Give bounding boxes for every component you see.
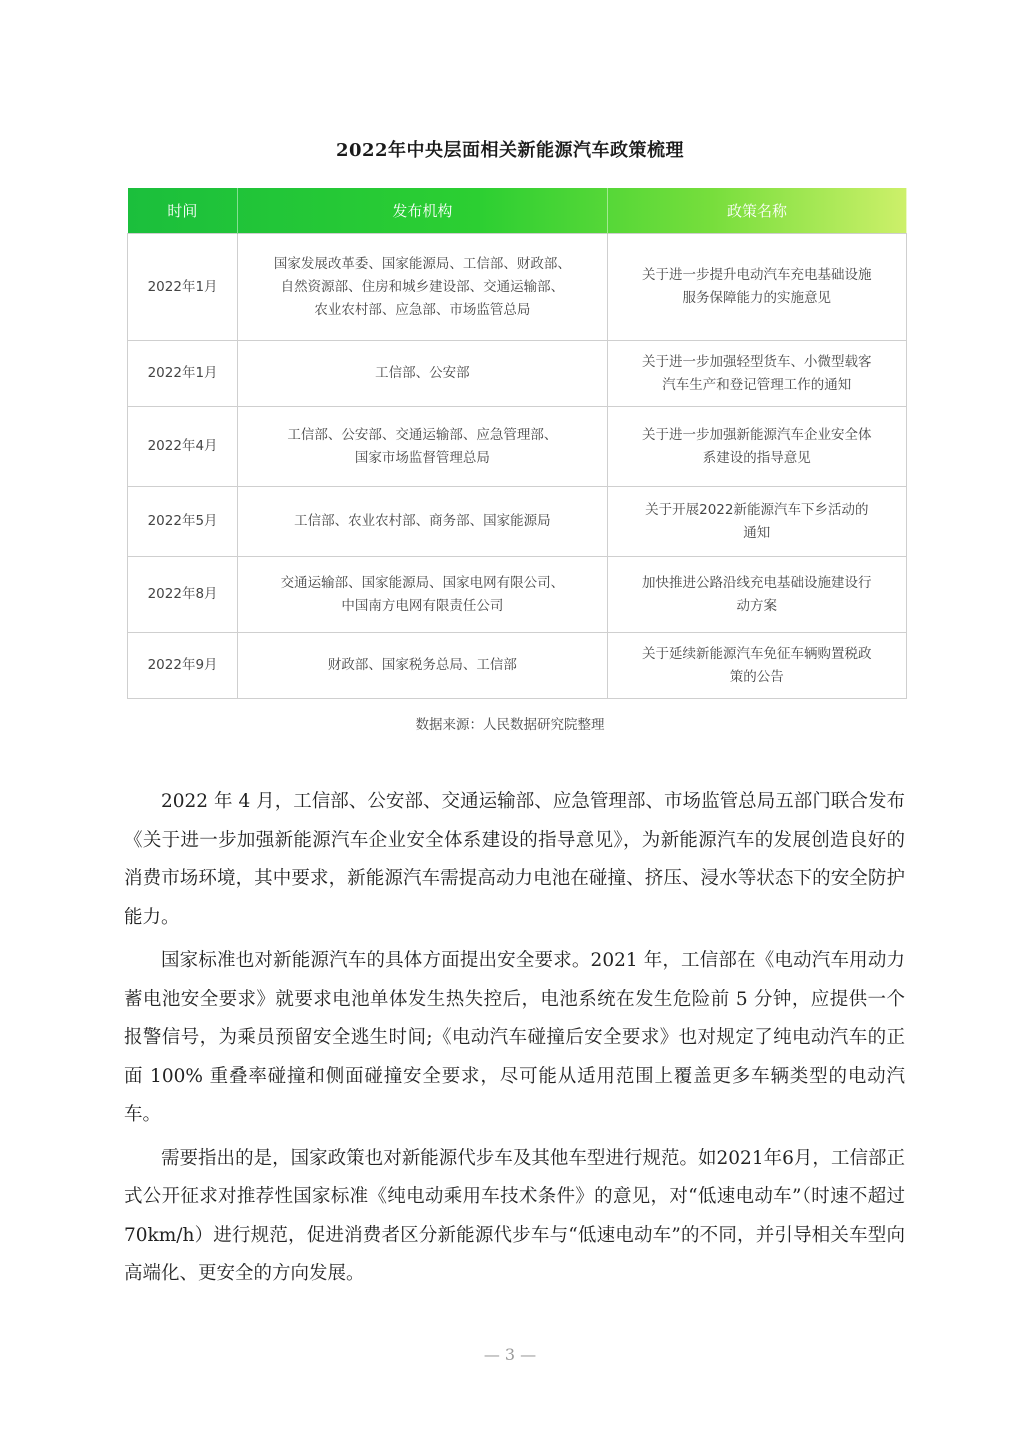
table-row (128, 341, 907, 407)
cell-time: 2022年1月 (128, 234, 238, 341)
header-time: 时间 (128, 188, 238, 234)
cell-time: 2022年5月 (128, 487, 238, 557)
cell-policy: 关于进一步加强轻型货车、小微型载客 汽车生产和登记管理工作的通知 (607, 341, 906, 407)
table-row (128, 633, 907, 699)
header-org: 发布机构 (238, 188, 607, 234)
cell-org: 国家发展改革委、国家能源局、工信部、财政部、 自然资源部、住房和城乡建设部、交通运输部、 农业农村部、应急部、市场监管总局 (238, 234, 607, 341)
cell-time: 2022年8月 (128, 557, 238, 633)
paragraph: 需要指出的是，国家政策也对新能源代步车及其他车型进行规范。如2021年6月，工信部正式公开征求对推荐性国家标准《纯电动乘用车技术条件》的意见，对“低速电动车”（时速不超过 70km/h）进行规范，促进消费者区分新能源代步车与“低速电动车”的不同，并引导相关车型向高端化、更安全的方向发展。 (124, 1147, 905, 1284)
data-source-note: 数据来源：人民数据研究院整理 (415, 717, 605, 733)
table-title: 2022年中央层面相关新能源汽车政策梳理 (335, 140, 685, 161)
table-header-row (128, 188, 907, 234)
cell-org: 交通运输部、国家能源局、国家电网有限公司、 中国南方电网有限责任公司 (238, 557, 607, 633)
cell-policy: 关于进一步提升电动汽车充电基础设施 服务保障能力的实施意见 (607, 234, 906, 341)
cell-policy: 加快推进公路沿线充电基础设施建设行 动方案 (607, 557, 906, 633)
table-row (128, 557, 907, 633)
cell-time: 2022年9月 (128, 633, 238, 699)
cell-org: 工信部、公安部、交通运输部、应急管理部、 国家市场监督管理总局 (238, 407, 607, 487)
cell-time: 2022年1月 (128, 341, 238, 407)
page-number: — 3 — (483, 1345, 537, 1364)
cell-org: 工信部、农业农村部、商务部、国家能源局 (238, 487, 607, 557)
table-row (128, 234, 907, 341)
cell-policy: 关于开展2022新能源汽车下乡活动的 通知 (607, 487, 906, 557)
paragraph: 国家标准也对新能源汽车的具体方面提出安全要求。2021 年，工信部在《电动汽车用动力蓄电池安全要求》就要求电池单体发生热失控后，电池系统在发生危险前 5 分钟，应提供一个报警信号，为乘员预留安全逃生时间;《电动汽车碰撞后安全要求》也对规定了纯电动汽车的正面 100% 重叠率碰撞和侧面碰撞安全要求，尽可能从适用范围上覆盖更多车辆类型的电动汽车。 (124, 950, 905, 1125)
table-row (128, 487, 907, 557)
table-row (128, 407, 907, 487)
cell-org: 工信部、公安部 (238, 341, 607, 407)
cell-time: 2022年4月 (128, 407, 238, 487)
paragraph: 2022 年 4 月，工信部、公安部、交通运输部、应急管理部、市场监管总局五部门联合发布《关于进一步加强新能源汽车企业安全体系建设的指导意见》，为新能源汽车的发展创造良好的消费市场环境，其中要求，新能源汽车需提高动力电池在碰撞、挤压、浸水等状态下的安全防护能力。 (124, 791, 905, 928)
body-text (124, 783, 905, 1299)
policy-table (127, 188, 907, 699)
cell-org: 财政部、国家税务总局、工信部 (238, 633, 607, 699)
header-policy: 政策名称 (727, 202, 788, 220)
cell-policy: 关于延续新能源汽车免征车辆购置税政 策的公告 (607, 633, 906, 699)
cell-policy: 关于进一步加强新能源汽车企业安全体 系建设的指导意见 (607, 407, 906, 487)
